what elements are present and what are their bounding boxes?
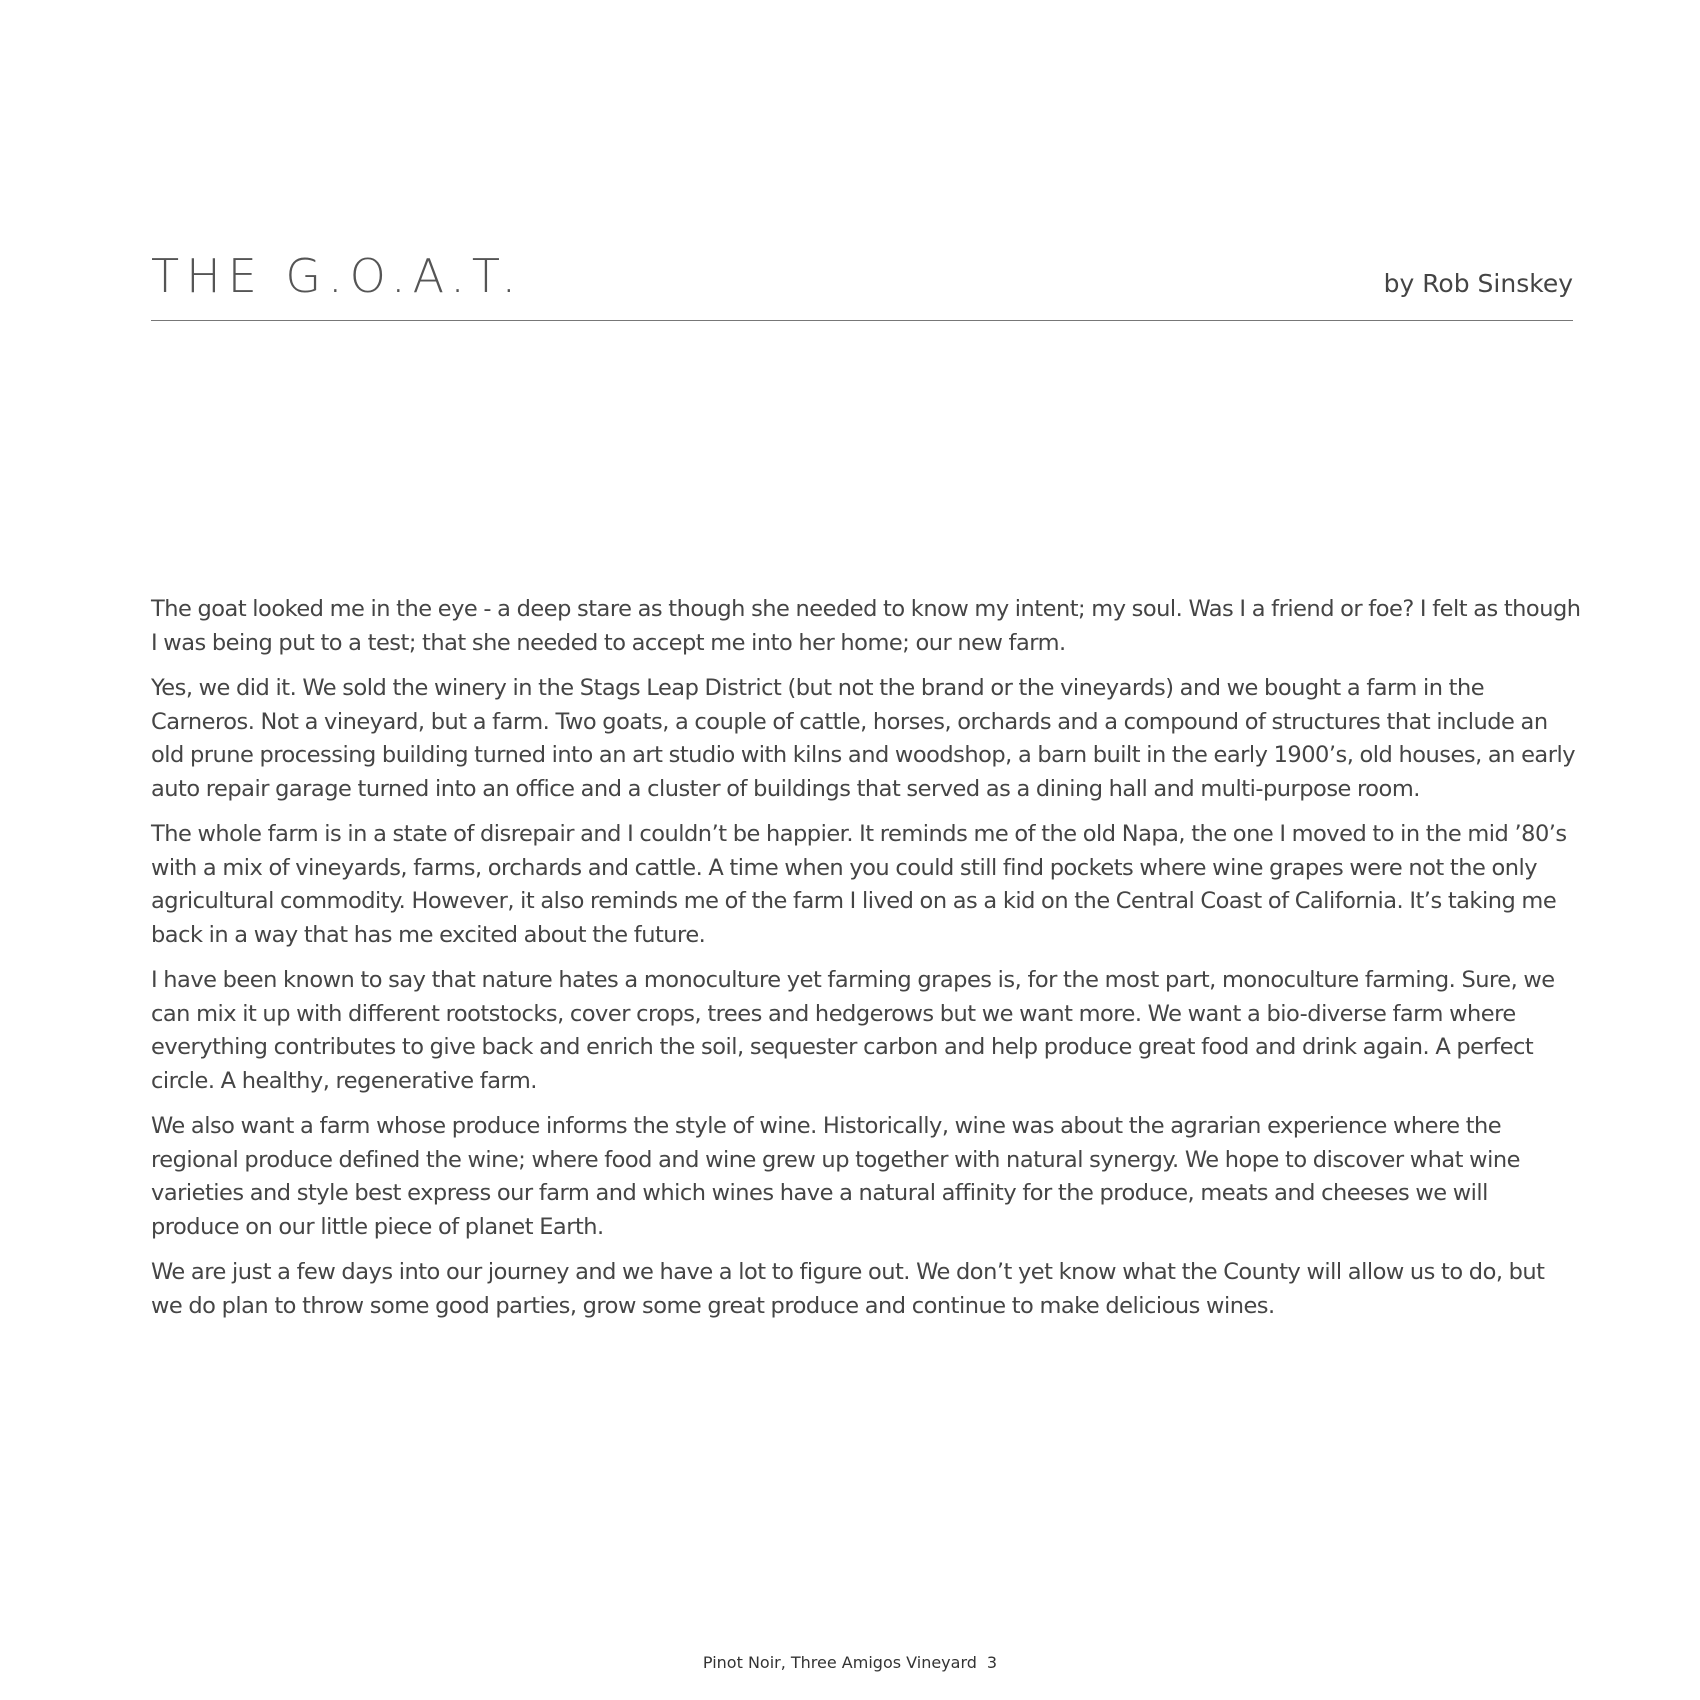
paragraph: I have been known to say that nature hates a monoculture yet farming grapes is, for the most part, monoculture farming. Sure, we can mix it up with different rootstocks, cover crops, trees and hedgerows but we want more. We want a bio-diverse farm where everything contributes to give back and enrich the soil, sequester carbon and help produce great food and drink again. A perfect circle. A healthy, regenerative farm. xyxy=(151,967,1555,1094)
article-header xyxy=(151,248,1573,318)
paragraph: The goat looked me in the eye - a deep stare as though she needed to know my intent; my soul. Was I a friend or foe? I felt as though I was being put to a test; that she needed to accept me into her home; our new farm. xyxy=(151,596,1581,656)
author-byline: by Rob Sinskey xyxy=(1383,269,1573,298)
header-divider xyxy=(151,320,1573,321)
article-body xyxy=(151,593,1581,1335)
article-title: THE G.O.A.T. xyxy=(151,249,524,303)
running-title: Pinot Noir, Three Amigos Vineyard xyxy=(702,1653,977,1672)
paragraph: Yes, we did it. We sold the winery in the Stags Leap District (but not the brand or the vineyards) and we bought a farm in the Carneros. Not a vineyard, but a farm. Two goats, a couple of cattle, horses, orchards and a compound of structures that include an old prune processing building turned into an art studio with kilns and woodshop, a barn built in the early 1900’s, old houses, an early auto repair garage turned into an office and a cluster of buildings that served as a dining hall and multi-purpose room. xyxy=(151,675,1576,802)
paragraph: We also want a farm whose produce informs the style of wine. Historically, wine was about the agrarian experience where the regional produce defined the wine; where food and wine grew up together with natural synergy. We hope to discover what wine varieties and style best express our farm and which wines have a natural affinity for the produce, meats and cheeses we will produce on our little piece of planet Earth. xyxy=(151,1113,1520,1240)
page-footer xyxy=(0,1652,1700,1674)
page-number: 3 xyxy=(986,1653,998,1672)
paragraph: We are just a few days into our journey and we have a lot to figure out. We don’t yet know what the County will allow us to do, but we do plan to throw some good parties, grow some great produce and continue to make delicious wines. xyxy=(151,1259,1545,1319)
paragraph: The whole farm is in a state of disrepair and I couldn’t be happier. It reminds me of the old Napa, the one I moved to in the mid ’80’s with a mix of vineyards, farms, orchards and cattle. A time when you could still find pockets where wine grapes were not the only agricultural commodity. However, it also reminds me of the farm I lived on as a kid on the Central Coast of California. It’s taking me back in a way that has me excited about the future. xyxy=(151,821,1567,948)
